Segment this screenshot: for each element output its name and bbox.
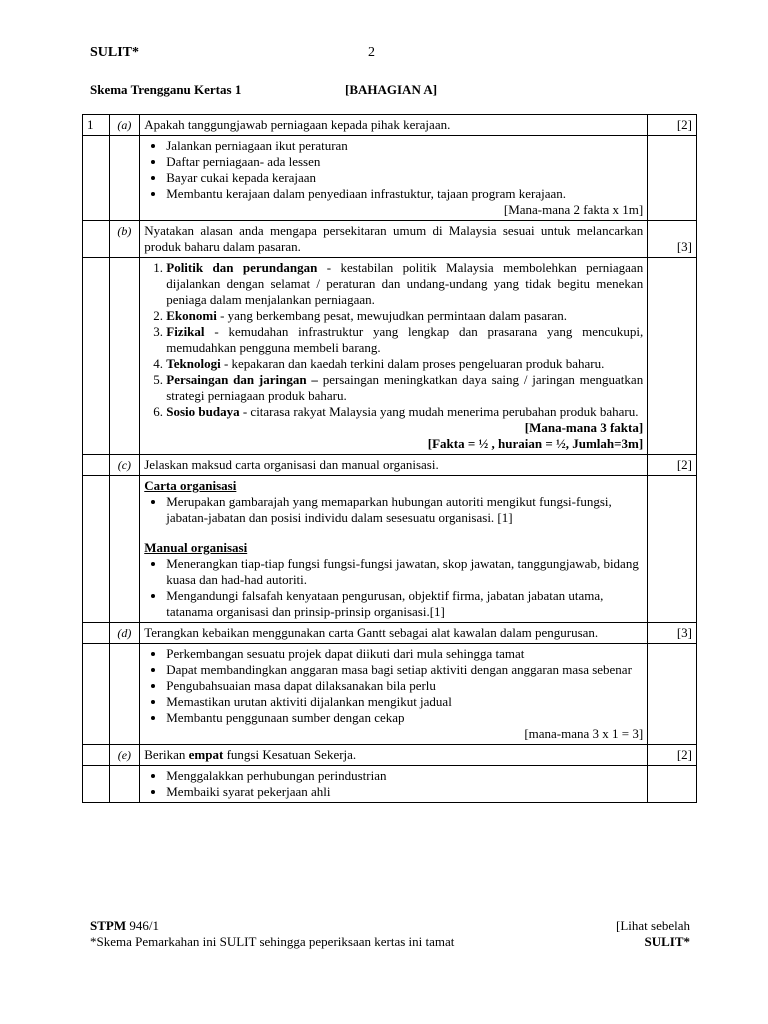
answer-row-a (83, 136, 697, 221)
page-number: 2 (368, 45, 375, 60)
part-label-d: (d) (109, 623, 140, 644)
answer-row-b (83, 258, 697, 455)
marks-a: [2] (648, 115, 697, 136)
list-item: • Bayar cukai kepada kerajaan (166, 170, 643, 186)
list-item: • Perkembangan sesuatu projek dapat diikuti dari mula sehingga tamat (166, 646, 643, 662)
list-item: • Pengubahsuaian masa dapat dilaksanakan bila perlu (166, 678, 643, 694)
question-text-a: Apakah tanggungjawab perniagaan kepada pihak kerajaan. (140, 115, 648, 136)
list-item: 6. Sosio budaya - citarasa rakyat Malaysia yang mudah menerima perubahan produk baharu. (166, 404, 643, 420)
footer-note: *Skema Pemarkahan ini SULIT sehingga peperiksaan kertas ini tamat (90, 934, 455, 949)
list-item: • Dapat membandingkan anggaran masa bagi setiap aktiviti dengan anggaran masa sebenar (166, 662, 643, 678)
question-text-e: Berikan empat fungsi Kesatuan Sekerja. (140, 745, 648, 766)
list-item: 5. Persaingan dan jaringan – persaingan meningkatkan daya saing / jaringan menguatkan strategi perniagaan produk baharu. (166, 372, 643, 404)
footer-code: STPM 946/1 (90, 918, 159, 933)
marks-b: [3] (648, 221, 697, 258)
subheading-manual: Manual organisasi (144, 540, 248, 555)
answer-row-c (83, 476, 697, 623)
list-item: • Daftar perniagaan- ada lessen (166, 154, 643, 170)
footer-turn-page: [Lihat sebelah (616, 918, 690, 933)
list-item: • Membaiki syarat pekerjaan ahli (166, 784, 643, 800)
marks-c: [2] (648, 455, 697, 476)
list-item: • Menerangkan tiap-tiap fungsi fungsi-fungsi jawatan, skop jawatan, tanggungjawab, bidang kuasa dan had-had autoriti. (166, 556, 643, 588)
part-label-b: (b) (109, 221, 140, 258)
question-row-b (83, 221, 697, 258)
answer-cell-e (140, 766, 648, 803)
header-sulit: SULIT* (90, 45, 140, 60)
part-label-a: (a) (109, 115, 140, 136)
part-label-e: (e) (109, 745, 140, 766)
mark-note-d: [mana-mana 3 x 1 = 3] (524, 726, 644, 741)
section-label: [BAHAGIAN A] (345, 82, 438, 97)
list-item: • Jalankan perniagaan ikut peraturan (166, 138, 643, 154)
question-text-b: Nyatakan alasan anda mengapa persekitaran umum di Malaysia sesuai untuk melancarkan produk baharu dalam pasaran. (140, 221, 648, 258)
marking-scheme-table (82, 114, 697, 803)
list-item: • Mengandungi falsafah kenyataan pengurusan, objektif firma, jabatan jabatan utama, tatanama organisasi dan prinsip-prinsip organisasi.[1] (166, 588, 643, 620)
list-item: • Memastikan urutan aktiviti dijalankan mengikut jadual (166, 694, 643, 710)
answer-cell-c (140, 476, 648, 623)
list-item: 4. Teknologi - kepakaran dan kaedah terkini dalam proses pengeluaran produk baharu. (166, 356, 643, 372)
subheading-carta: Carta organisasi (144, 478, 237, 493)
answer-cell-a (140, 136, 648, 221)
question-number: 1 (83, 115, 110, 136)
question-row-a (83, 115, 697, 136)
list-item: 2. Ekonomi - yang berkembang pesat, mewujudkan permintaan dalam pasaran. (166, 308, 643, 324)
list-item: • Membantu penggunaan sumber dengan cekap (166, 710, 643, 726)
mark-note-b1: [Mana-mana 3 fakta] (524, 420, 644, 435)
question-row-c (83, 455, 697, 476)
footer-sulit: SULIT* (644, 934, 690, 949)
scheme-title: Skema Trengganu Kertas 1 (90, 82, 242, 97)
list-item: 3. Fizikal - kemudahan infrastruktur yang lengkap dan prasarana yang mencukupi, memudahkan pengguna membeli barang. (166, 324, 643, 356)
list-item: • Merupakan gambarajah yang memaparkan hubungan autoriti mengikut fungsi-fungsi, jabatan-jabatan dan posisi individu dalam sesesuatu organisasi. [1] (166, 494, 643, 526)
answer-row-d (83, 644, 697, 745)
part-label-c: (c) (109, 455, 140, 476)
list-item: 1. Politik dan perundangan - kestabilan politik Malaysia membolehkan perniagaan dijalankan dengan selamat / peraturan dan undang-undang yang tidak begitu menekan peniaga dalam menjalankan perniagaan. (166, 260, 643, 308)
answer-row-e (83, 766, 697, 803)
marks-e: [2] (648, 745, 697, 766)
answer-cell-d (140, 644, 648, 745)
list-item: • Menggalakkan perhubungan perindustrian (166, 768, 643, 784)
question-row-d (83, 623, 697, 644)
question-row-e (83, 745, 697, 766)
mark-note-b2: [Fakta = ½ , huraian = ½, Jumlah=3m] (427, 436, 644, 451)
question-text-d: Terangkan kebaikan menggunakan carta Gantt sebagai alat kawalan dalam pengurusan. (140, 623, 648, 644)
marks-d: [3] (648, 623, 697, 644)
answer-cell-b (140, 258, 648, 455)
list-item: • Membantu kerajaan dalam penyediaan infrastuktur, tajaan program kerajaan. (166, 186, 643, 202)
question-text-c: Jelaskan maksud carta organisasi dan manual organisasi. (140, 455, 648, 476)
mark-note-a: [Mana-mana 2 fakta x 1m] (503, 202, 644, 217)
